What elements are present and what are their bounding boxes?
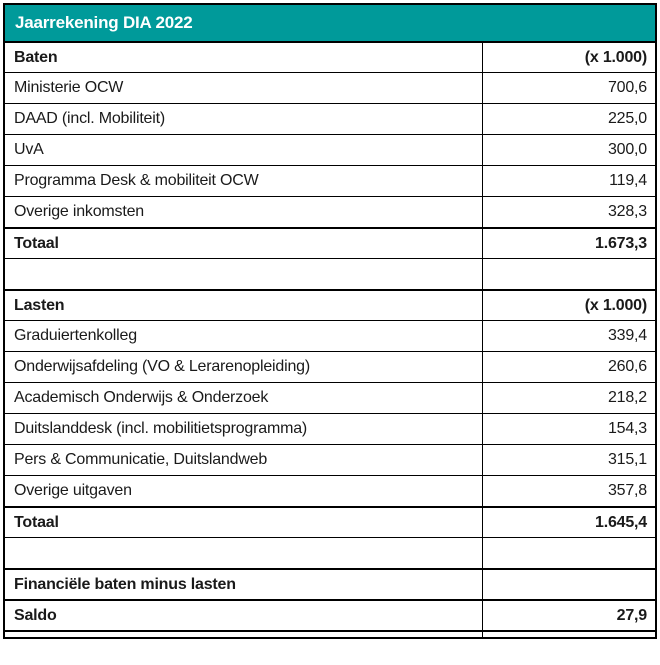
row-label: DAAD (incl. Mobiliteit) xyxy=(5,104,483,134)
row-value: 154,3 xyxy=(607,420,647,437)
row-label: Lasten xyxy=(5,291,483,320)
row-value: 225,0 xyxy=(607,110,647,127)
row-value: 218,2 xyxy=(607,389,647,406)
row-value xyxy=(483,632,655,637)
financial-table-rows xyxy=(5,41,655,637)
row-label: Overige uitgaven xyxy=(5,476,483,506)
row-value: 328,3 xyxy=(607,203,647,220)
table-row xyxy=(5,196,655,227)
table-row xyxy=(5,72,655,103)
row-value: 339,4 xyxy=(607,327,647,344)
table-row xyxy=(5,382,655,413)
table-row xyxy=(5,475,655,506)
table-row xyxy=(5,444,655,475)
table-row xyxy=(5,630,655,637)
table-title: Jaarrekening DIA 2022 xyxy=(15,13,193,32)
table-row xyxy=(5,103,655,134)
jaarrekening-table xyxy=(3,3,657,639)
row-value: 1.673,3 xyxy=(595,234,647,252)
row-value: 357,8 xyxy=(607,482,647,499)
row-label: Financiële baten minus lasten xyxy=(5,570,483,599)
row-label: Pers & Communicatie, Duitslandweb xyxy=(5,445,483,475)
table-title-bar xyxy=(5,5,655,41)
table-row xyxy=(5,320,655,351)
table-row xyxy=(5,599,655,630)
table-row xyxy=(5,134,655,165)
table-row xyxy=(5,41,655,72)
table-row xyxy=(5,289,655,320)
row-label: Duitslanddesk (incl. mobilitietsprogramma) xyxy=(5,414,483,444)
row-value: 260,6 xyxy=(607,358,647,375)
table-row xyxy=(5,258,655,289)
row-value: (x 1.000) xyxy=(584,296,647,314)
table-row xyxy=(5,351,655,382)
row-value: 300,0 xyxy=(607,141,647,158)
row-value: (x 1.000) xyxy=(584,48,647,66)
row-value: 1.645,4 xyxy=(595,513,647,531)
table-row xyxy=(5,568,655,599)
row-label xyxy=(5,632,483,637)
row-value: 315,1 xyxy=(607,451,647,468)
row-value: 119,4 xyxy=(609,172,647,189)
table-row xyxy=(5,537,655,568)
row-value: 700,6 xyxy=(607,79,647,96)
row-label: Graduiertenkolleg xyxy=(5,321,483,351)
row-label: Saldo xyxy=(5,601,483,630)
row-label: Onderwijsafdeling (VO & Lerarenopleiding) xyxy=(5,352,483,382)
row-label: Programma Desk & mobiliteit OCW xyxy=(5,166,483,196)
row-label xyxy=(5,538,483,568)
row-value xyxy=(483,570,655,599)
row-label: Totaal xyxy=(5,508,483,537)
row-label: Academisch Onderwijs & Onderzoek xyxy=(5,383,483,413)
row-value: 27,9 xyxy=(616,606,647,624)
row-label: Totaal xyxy=(5,229,483,258)
row-value xyxy=(483,259,655,289)
row-label: UvA xyxy=(5,135,483,165)
table-row xyxy=(5,506,655,537)
row-label: Overige inkomsten xyxy=(5,197,483,227)
row-value xyxy=(483,538,655,568)
row-label: Ministerie OCW xyxy=(5,73,483,103)
table-row xyxy=(5,413,655,444)
row-label xyxy=(5,259,483,289)
table-row xyxy=(5,165,655,196)
table-row xyxy=(5,227,655,258)
row-label: Baten xyxy=(5,43,483,72)
